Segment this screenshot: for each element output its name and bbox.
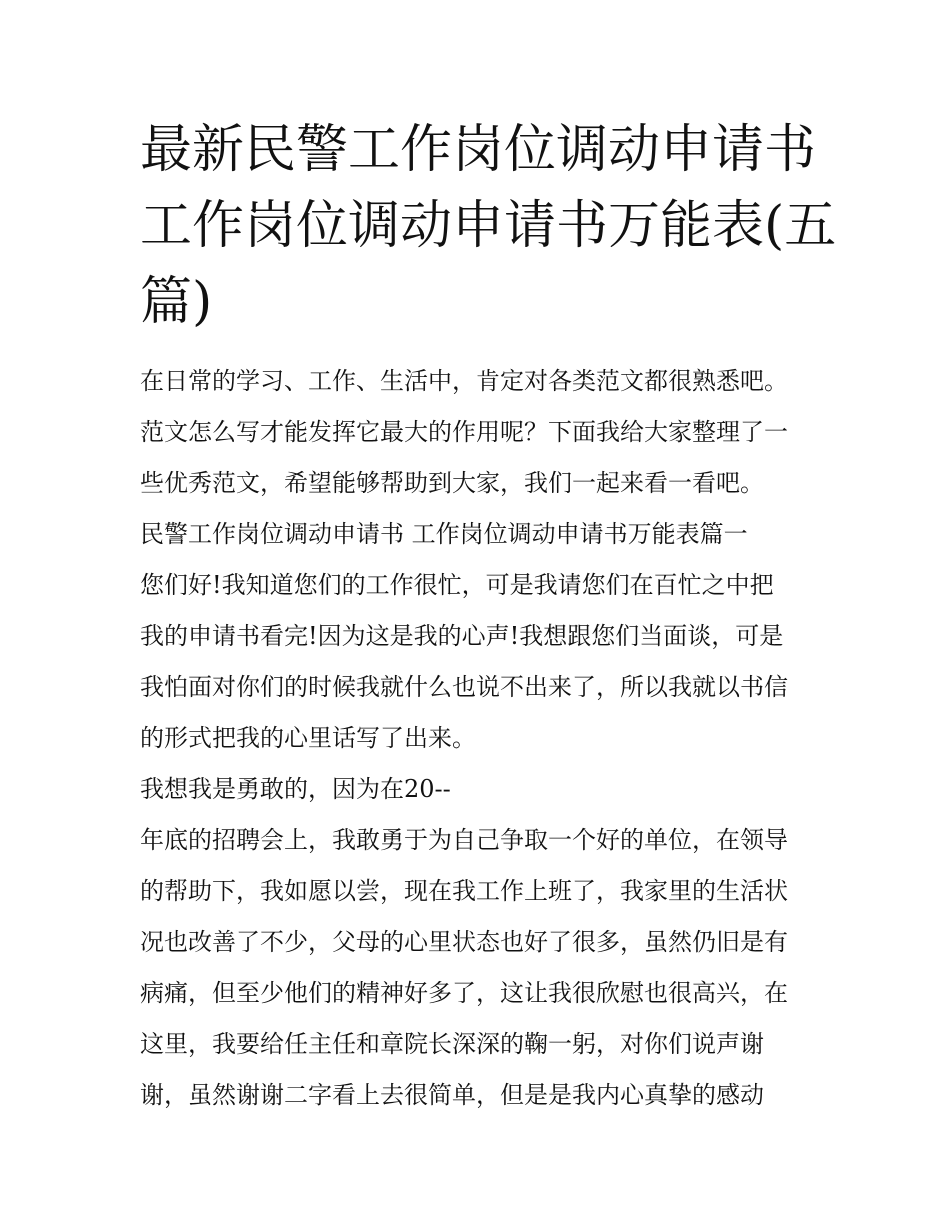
body-line: 范文怎么写才能发挥它最大的作用呢？下面我给大家整理了一	[140, 418, 788, 446]
body-line: 年底的招聘会上，我敢勇于为自己争取一个好的单位，在领导	[140, 826, 788, 854]
body-line: 我的申请书看完!因为这是我的心声!我想跟您们当面谈，可是	[140, 622, 784, 650]
title-line: 最新民警工作岗位调动申请书	[140, 120, 817, 180]
body-line: 的形式把我的心里话写了出来。	[140, 724, 476, 752]
body-line: 在日常的学习、工作、生活中，肯定对各类范文都很熟悉吧。	[140, 367, 788, 395]
body-line: 我想我是勇敢的，因为在20--	[140, 775, 451, 803]
body-line: 病痛，但至少他们的精神好多了，这让我很欣慰也很高兴，在	[140, 979, 788, 1007]
title-line: 篇)	[140, 272, 213, 332]
body-line: 况也改善了不少，父母的心里状态也好了很多，虽然仍旧是有	[140, 928, 788, 956]
document-title	[140, 112, 840, 340]
document-body	[140, 356, 840, 1121]
body-line: 您们好!我知道您们的工作很忙，可是我请您们在百忙之中把	[140, 571, 774, 599]
body-line: 这里，我要给任主任和章院长深深的鞠一躬，对你们说声谢	[140, 1030, 764, 1058]
body-line: 的帮助下，我如愿以尝，现在我工作上班了，我家里的生活状	[140, 877, 788, 905]
body-line: 我怕面对你们的时候我就什么也说不出来了，所以我就以书信	[140, 673, 788, 701]
title-line: 工作岗位调动申请书万能表(五	[140, 196, 837, 256]
body-line: 些优秀范文，希望能够帮助到大家，我们一起来看一看吧。	[140, 469, 764, 497]
section-heading: 民警工作岗位调动申请书 工作岗位调动申请书万能表篇一	[140, 520, 748, 548]
body-line: 谢，虽然谢谢二字看上去很简单，但是是我内心真挚的感动	[140, 1081, 764, 1109]
